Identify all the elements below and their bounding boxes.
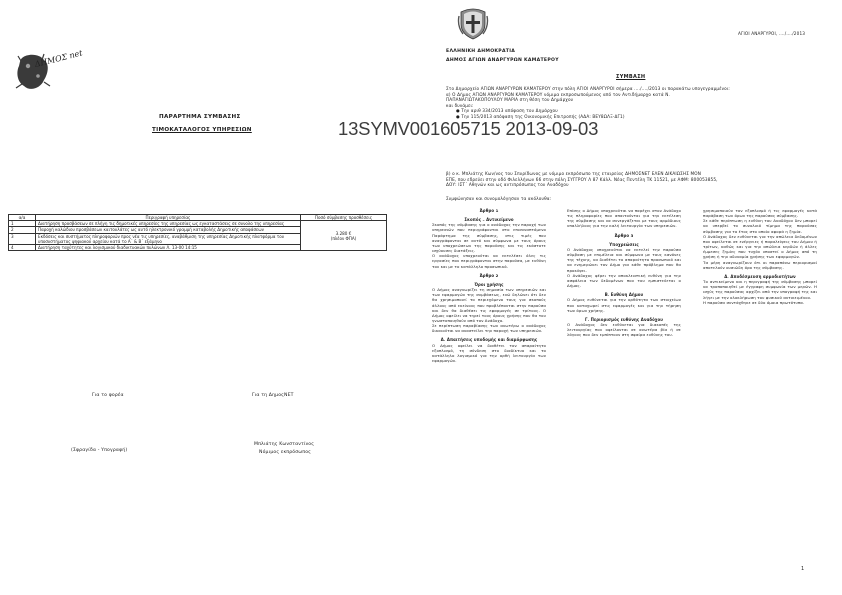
article-paragraph: Ο Ανάδοχος δεν ευθύνεται για την απώλεια δεδομένων που οφείλεται σε ενέργειες ή παραλείψεις του Δήμου ή τρίτων, καθώς και για την απώλεια κερδών ή άλλες έμμεσες ζημίες που τυχόν υποστεί ο Δήμος από τη χρήση ή την αδυναμία χρήσης των εφαρμογών. [703,233,817,260]
bullet-text: Την αριθ 334/2013 απόφαση του Δημάρχου [461,108,558,114]
article-heading: Υποχρεώσεις [609,241,639,247]
amount-value: 3.280 € [335,230,352,236]
article-paragraph: χρησιμοποιούν τον εξοπλισμό ή τις εφαρμογές κατά παράβαση των όρων της παρούσας σύμβασης. [703,208,817,219]
row-num: 2 [9,227,36,233]
logo-text: ΔΗΜΟΣ net [33,48,84,69]
row-desc: Εκδόσεις και συστήματος πληροφοριών προς νέα τις υπηρεσίες, αναβάθμιση της υπηρεσίας Δημοτικής πλατφόρμα του υποσυστήματος ψηφιακού αρχείου κατά το Α΄ & Β΄ εξάμηνο [36,233,301,244]
row-num: 4 [9,245,36,251]
article-paragraph: Σκοπός της σύμβασης για ο ανάδοχος την παροχή των υπηρεσιών που περιγράφονται στο επισυναπτόμενο Παράρτημα της σύμβασης, στις τιμές που αναγράφονται σε αυτό και σύμφωνα με τους όρους των υποχρεώσεων της παρούσης και τις εκάστοτε ισχύουσες διατάξεις. [432,222,546,254]
contract-column-2 [567,208,681,337]
article-heading: Όροι χρήσης [474,281,504,287]
article-paragraph: Ο Δήμος αναγνωρίζει τη σημασία των υπηρεσιών και των εφαρμογών της συμβάσεως, ενώ δηλώνει ότι δεν θα χρησιμοποιεί το περιεχόμενο τους για σκοπούς άλλους από εκείνους που προβλέπονται στην παρούσα και δεν θα διαθέσει τις εφαρμογές σε τρίτους. Ο Δήμος οφείλει να τηρεί τους όρους χρήσης που θα του γνωστοποιηθούν από τον Ανάδοχο. [432,287,546,323]
contract-title: ΣΥΜΒΑΣΗ [616,74,646,80]
bullet-item: ● Την αριθ 334/2013 απόφαση του Δημάρχου [456,108,558,114]
contract-column-1 [432,208,546,363]
table-row [9,221,387,227]
agreed-line: Συμφώνησαν και συνομολόγησαν τα ακόλουθα: [446,196,552,201]
article-paragraph: Ο Δήμος ευθύνεται για την ορθότητα των στοιχείων που καταχωρεί στις εφαρμογές και για την τήρηση των όρων χρήσης. [567,297,681,313]
article-paragraph: Ο Ανάδοχος δεν ευθύνεται για διακοπές της λειτουργίας που οφείλονται σε ανωτέρα βία ή σε λόγους που δεν εμπίπτουν στη σφαίρα ευθύνης του. [567,321,681,338]
article-paragraph: Σε περίπτωση παραβίασης των ανωτέρω ο ανάδοχος δικαιούται να αναστείλει την παροχή των υπηρεσιών. [432,323,546,334]
article-paragraph: Τα μέρη αναγνωρίζουν ότι οι παραπάνω περιορισμοί αποτελούν ουσιώδη όρο της σύμβασης. [703,259,817,270]
article-paragraph: Το αντικείμενο και η περιγραφή της σύμβασης μπορεί να τροποποιηθεί με έγγραφη συμφωνία των μερών. Η ισχύς της παρούσας αρχίζει από την υπογραφή της και λήγει με την ολοκλήρωση του φυσικού αντικειμένου. [703,279,817,300]
article-paragraph: Ο ανάδοχος υποχρεούται να εκτελέσει όλες τις εργασίες που περιγράφονται στην παρούσα, με ευθύνη του και με το κατάλληλο προσωπικό. [432,253,546,269]
sign-right-role: Νόμιμος εκπρόσωπος [259,450,312,455]
article-paragraph: Σε κάθε περίπτωση η ευθύνη του Αναδόχου δεν μπορεί να υπερβεί το συνολικό τίμημα της παρούσας σύμβασης για το έτος στο οποίο αφορά η ζημία. [703,218,817,234]
row-num: 3 [9,233,36,244]
article-paragraph: Ο Ανάδοχος φέρει την αποκλειστική ευθύνη για την ασφάλεια των δεδομένων που του εμπιστεύεται ο Δήμος. [567,272,681,289]
article-heading: Β. Ευθύνη Δήμου [604,292,644,298]
place-date: ΑΓΙΟΙ ΑΝΑΡΓΥΡΟΙ, ..../..../2013 [738,31,806,36]
col-header-amount: Ποσό σύμβασης προσθέσεις [301,215,387,221]
amount-note: (πλέον ΦΠΑ) [330,235,357,241]
row-desc: Διατήρηση ταχύτητες και λογισμικού διαδικτυακών πυλώνων Λ. 13-00 14:15 [36,245,301,251]
row-desc: Παροχή καλώδιου προσβάσεων καιτουλάτες ως αυτό ηλεκτρονικό γραμμή καταβολής Δημοτικής αποφάσεων [36,227,301,233]
municipality-label: ΔΗΜΟΣ ΑΓΙΩΝ ΑΝΑΡΓΥΡΩΝ ΚΑΜΑΤΕΡΟΥ [446,58,559,63]
article-heading: Άρθρο 3 [614,232,634,238]
col-header-desc: Περιγραφή υπηρεσίας [36,215,301,221]
contract-column-3 [703,208,817,305]
article-paragraph: Η παρούσα συντάχθηκε σε δύο όμοια πρωτότυπα. [703,299,805,305]
republic-label: ΕΛΛΗΝΙΚΗ ΔΗΜΟΚΡΑΤΙΑ [446,49,516,54]
party-b-line: β) ο κ. Μπλιάτης Κων/νος του Σπυρίδωνος με νόμιμο εκπρόσωπο της εταιρείας ΔΗΜΟΣΝΕΤ ΕΛΕΝ ΔΙΚΑΙΩΣΗΣ ΜΟΝ [446,171,701,176]
intro-line: Στο Δημαρχείο ΑΓΙΩΝ ΑΝΑΡΓΥΡΩΝ ΚΑΜΑΤΕΡΟΥ στην πόλη ΑΓΙΟΙ ΑΝΑΡΓΥΡΟΙ σήμερα ..../..../2013 οι παρακάτω υπογεγραμμένοι: [446,86,730,91]
article-heading: Άρθρο 2 [479,272,499,278]
registry-stamp: 13SYMV001605715 2013-09-03 [338,118,599,139]
coat-of-arms-icon [457,6,489,40]
services-table [8,214,387,251]
article-paragraph: Επίσης ο Δήμος υποχρεούται να παρέχει στον Ανάδοχο τις πληροφορίες που απαιτούνται για την εκτέλεση της σύμβασης και να συνεργάζεται με τους αρμόδιους υπαλλήλους για την καλή λειτουργία των υπηρεσιών. [567,208,681,229]
annex-title: ΠΑΡΑΡΤΗΜΑ ΣΥΜΒΑΣΗΣ [159,114,241,120]
sign-right-name: Μπλιάτης Κωνσταντίνος [254,442,315,447]
amount-cell [301,221,387,251]
article-heading: Γ. Περιορισμός ευθύνης Αναδόχου [585,316,663,322]
intro-line: ΠΑΠΑΝΑΓΙΩΤΑΚΟΠΟΥΛΟΥ ΜΑΡΙΑ στη θέση του Δημάρχου [446,97,574,103]
annex-subtitle: ΤΙΜΟΚΑΤΑΛΟΓΟΣ ΥΠΗΡΕΣΙΩΝ [152,127,252,133]
article-heading: Σκοπός – Αντικείμενο [464,217,514,223]
bullet-text: Την 115/2013 απόφαση της Οικονομικής Επιτροπής (ΑΔΑ: ΒΕΥ8ΩΛΞ-ΔΓ1) [461,113,625,119]
party-b [446,171,718,188]
col-header-num: α/α [9,215,36,221]
article-paragraph: Ο Ανάδοχος υποχρεούται να εκτελεί την παρούσα σύμβαση με επιμέλεια και σύμφωνα με τους κανόνες της τέχνης, να διαθέτει το απαραίτητο προσωπικό και να ενημερώνει τον Δήμο για κάθε πρόβλημα που θα προκύψει. [567,246,681,273]
contract-intro [446,86,730,120]
article-heading: Δ. Αποδέσμευση αρμοδιοτήτων [724,273,796,279]
intro-line: α) Ο Δήμος ΑΓΙΩΝ ΑΝΑΡΓΥΡΩΝ ΚΑΜΑΤΕΡΟΥ νόμιμα εκπροσωπούμενος από τον Αντιδήμαρχο κατά Ν. [446,91,670,97]
sign-right-label: Για τη ΔημοςΝΕΤ [252,393,294,398]
article-heading: Άρθρο 1 [479,208,499,213]
intro-line: και δυνάμει: [446,102,474,108]
row-desc: Διατήρηση προσβάσεων σε πλήγη τις δημοτικές υπηρεσίες της υπηρεσίας ως εγκαταστάσεις σε συνολο της υπηρεσίας [36,221,301,227]
sign-left-label: Για το φορέα [92,393,124,398]
row-num: 1 [9,221,36,227]
page-number: 1 [801,566,805,572]
bullet-item: ● Την 115/2013 απόφαση της Οικονομικής Επιτροπής (ΑΔΑ: ΒΕΥ8ΩΛΞ-ΔΓ1) [456,113,625,119]
article-heading: Α. Απαιτήσεις υποδομής και διαμόρφωσης [440,337,538,343]
article-paragraph: Ο Δήμος οφείλει να διαθέτει τον απαραίτητο εξοπλισμό, τη σύνδεση στο διαδίκτυο και το κατάλληλο λογισμικό για την ορθή λειτουργία των εφαρμογών. [432,342,546,364]
party-b-line: ΔΟΥ: ΙΣΤ΄ Αθηνών και ως αντιπρόσωπος του Αναδόχου [446,182,569,188]
party-b-line: ΕΠΕ, που εδρεύει στην οδό Φιλελλήνων 66 στην πόλη ΣΥΓΓΡΟΥ Λ 87 Κάλλ. Νέας Πεντέλη ΤΚ 11521, με ΑΦΜ: 800053855, [446,176,718,182]
sign-left-sub: (Σφραγίδα - Υπογραφή) [71,448,128,453]
